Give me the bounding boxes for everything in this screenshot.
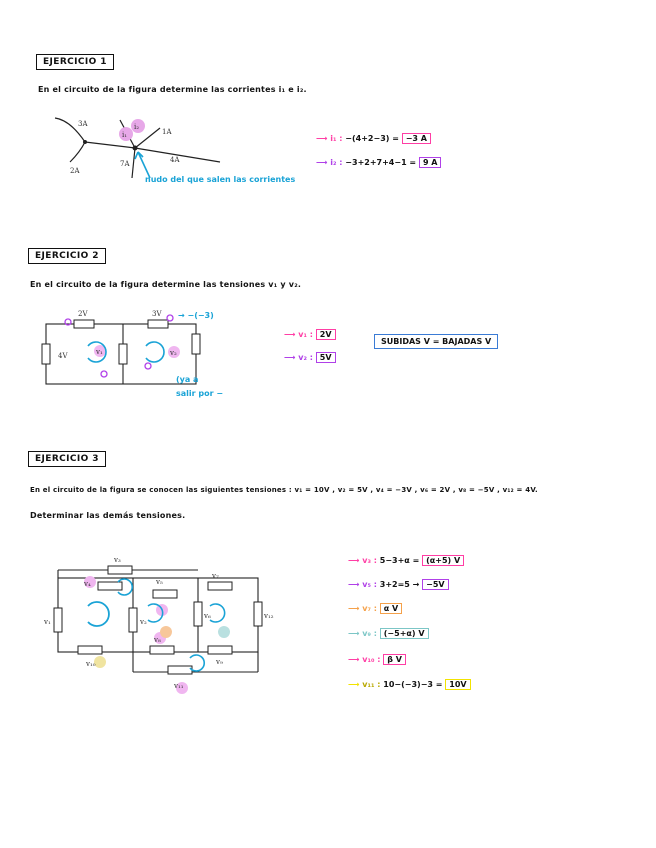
ex1-answer-1-arrow: ⟶ — [316, 134, 328, 143]
ex3-answer-6-expr: 10−(−3)−3 = — [383, 680, 443, 689]
ex3-answer-1-result: (α+5) V — [422, 555, 464, 566]
ex3-label-v6: v₆ — [204, 612, 211, 620]
ex3-answer-6-result: 10V — [445, 679, 470, 690]
ex2-note-1: (ya a — [176, 375, 199, 384]
ex1-label-1a: 1A — [162, 128, 172, 136]
ex3-answer-6 — [348, 680, 471, 689]
ex2-answer-2 — [284, 353, 336, 362]
ex2-answer-1 — [284, 330, 336, 339]
ex2-statement: En el circuito de la figura determine las tensiones v₁ y v₂. — [30, 280, 302, 289]
ex3-label-v7: v₇ — [212, 572, 219, 580]
ex3-label-v5: v₅ — [156, 578, 163, 586]
ex1-label-i1: i₁ — [122, 131, 128, 139]
ex3-answer-5-result: β V — [383, 654, 406, 665]
ex1-node-note: nudo del que salen las corrientes — [145, 175, 296, 184]
ex3-answer-4-result: (−5+α) V — [380, 628, 429, 639]
ex3-answer-1-expr: 5−3+α = — [379, 556, 420, 565]
ex2-answer-1-result: 2V — [316, 329, 336, 340]
ex2-label-2v: 2V — [78, 310, 88, 318]
ex3-label-v4: v₄ — [84, 580, 91, 588]
ex3-label-v8: v₈ — [154, 636, 161, 644]
ex3-answer-3-result: α V — [380, 603, 402, 614]
ex3-answer-6-arrow: ⟶ — [348, 680, 360, 689]
ex3-label-v2: v₂ — [140, 618, 147, 626]
ex1-label-4a: 4A — [170, 156, 180, 164]
ex1-answer-2-lhs: i₂ : — [330, 158, 343, 167]
ex1-label-7a: 7A — [120, 160, 130, 168]
ex3-label-v12: v₁₂ — [264, 612, 274, 620]
ex3-answer-3-arrow: ⟶ — [348, 604, 360, 613]
ex3-label-v3: v₃ — [114, 556, 121, 564]
ex3-answer-4-arrow: ⟶ — [348, 629, 360, 638]
ex2-title: EJERCICIO 2 — [28, 248, 106, 264]
ex2-answer-1-arrow: ⟶ — [284, 330, 296, 339]
ex3-answer-1 — [348, 556, 464, 565]
ex3-label-v1: v₁ — [44, 618, 51, 626]
ex1-label-3a: 3A — [78, 120, 88, 128]
ex3-statement-2: Determinar las demás tensiones. — [30, 511, 186, 520]
ex3-label-v10: v₁₀ — [86, 660, 96, 668]
ex2-note-2: salir por − — [176, 389, 224, 398]
ex2-side-note: → −(−3) — [178, 311, 214, 320]
ex1-answer-1-lhs: i₁ : — [330, 134, 343, 143]
ex3-label-v9: v₉ — [216, 658, 223, 666]
ex3-answer-3-lhs: v₇ : — [362, 604, 377, 613]
ex3-answer-2 — [348, 580, 449, 589]
ex2-label-4v: 4V — [58, 352, 68, 360]
ex3-circuit-diagram — [38, 548, 288, 698]
ex3-answer-2-lhs: v₅ : — [362, 580, 377, 589]
ex2-answer-2-result: 5V — [316, 352, 336, 363]
ex3-answer-6-lhs: v₁₁ : — [362, 680, 381, 689]
ex2-label-3v: 3V — [152, 310, 162, 318]
ex2-label-v2: v₂ — [170, 349, 177, 357]
ex1-circuit-diagram — [50, 110, 310, 190]
ex3-title: EJERCICIO 3 — [28, 451, 106, 467]
ex2-rule-box: SUBIDAS V = BAJADAS V — [374, 334, 498, 349]
ex3-answer-2-result: −5V — [422, 579, 448, 590]
ex1-label-2a: 2A — [70, 167, 80, 175]
ex3-answer-1-lhs: v₃ : — [362, 556, 377, 565]
ex3-answer-5-arrow: ⟶ — [348, 655, 360, 664]
ex1-answer-1-result: −3 A — [402, 133, 431, 144]
ex3-answer-3 — [348, 604, 402, 613]
ex3-answer-2-arrow: ⟶ — [348, 580, 360, 589]
ex1-statement: En el circuito de la figura determine las corrientes i₁ e i₂. — [38, 85, 307, 94]
ex3-answer-2-expr: 3+2=5 → — [379, 580, 420, 589]
ex3-answer-5 — [348, 655, 406, 664]
ex1-answer-2 — [316, 158, 441, 167]
ex1-title: EJERCICIO 1 — [36, 54, 114, 70]
ex1-answer-2-result: 9 A — [419, 157, 442, 168]
ex2-answer-1-lhs: v₁ : — [298, 330, 313, 339]
ex1-answer-1-expr: −(4+2−3) = — [345, 134, 399, 143]
ex3-answer-5-lhs: v₁₀ : — [362, 655, 381, 664]
ex1-answer-2-arrow: ⟶ — [316, 158, 328, 167]
ex3-answer-4 — [348, 629, 429, 638]
ex1-answer-1 — [316, 134, 431, 143]
ex3-label-v11: v₁₁ — [174, 682, 184, 690]
ex1-label-i2: i₂ — [134, 123, 140, 131]
ex1-answer-2-expr: −3+2+7+4−1 = — [345, 158, 417, 167]
ex3-answer-1-arrow: ⟶ — [348, 556, 360, 565]
ex2-label-v1: v₁ — [96, 348, 103, 356]
ex2-answer-2-lhs: v₂ : — [298, 353, 313, 362]
ex2-circuit-diagram — [38, 304, 268, 404]
ex3-statement: En el circuito de la figura se conocen las siguientes tensiones : v₁ = 10V , v₂ = 5V , v₄ = −3V , v₆ = 2V , v₈ = −5V , v₁₂ = 4V. — [30, 486, 538, 494]
ex3-answer-4-lhs: v₉ : — [362, 629, 377, 638]
ex2-answer-2-arrow: ⟶ — [284, 353, 296, 362]
